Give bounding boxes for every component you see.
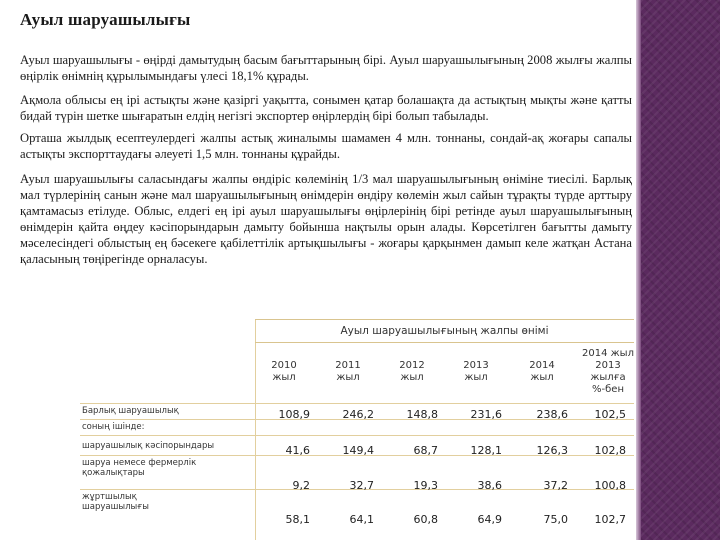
- table-cell: 100,8: [594, 479, 626, 492]
- year-label: 2013 жыл: [463, 360, 489, 383]
- year-label: 2012 жыл: [399, 360, 425, 383]
- table-title: Ауыл шаруашылығының жалпы өнімі: [255, 319, 634, 343]
- agriculture-table: [80, 319, 634, 540]
- table-cell: 102,8: [594, 444, 626, 457]
- year-label: 2011 жыл: [335, 360, 361, 383]
- table-cell: 37,2: [543, 479, 568, 492]
- row-label-households: жұртшылық шаруашылығы: [82, 492, 149, 512]
- table-cell: 231,6: [470, 408, 502, 421]
- year-header-2013: [444, 360, 508, 384]
- table-cell: 102,7: [594, 513, 626, 526]
- paragraph-2: Ақмола облысы ең ірі астықты және қазіргі уақытта, сонымен қатар болашақта да астықтың мықты және қатты бидай түрін шетке шығаратын елдің негізгі экспортер өңірлердің бірі болып табылады.: [20, 93, 632, 123]
- year-header-2012: [380, 360, 444, 384]
- year-header-2014: [510, 360, 574, 384]
- table-cell: 9,2: [292, 479, 310, 492]
- row-label-enterprises: шаруашылық кәсіпорындары: [82, 441, 215, 451]
- table-cell: 75,0: [543, 513, 568, 526]
- table-cell: 41,6: [285, 444, 310, 457]
- table-cell: 128,1: [470, 444, 502, 457]
- year-header-percent: [576, 348, 640, 396]
- page-title: Ауыл шаруашылығы: [20, 10, 191, 29]
- table-cell: 58,1: [285, 513, 310, 526]
- row-label-total: Барлық шаруашылық: [82, 406, 179, 416]
- row-label-farms: шаруа немесе фермерлік қожалықтары: [82, 458, 197, 478]
- year-label: 2010 жыл: [271, 360, 297, 383]
- table-cell: 64,1: [349, 513, 374, 526]
- table-rule: [80, 403, 634, 404]
- table-cell: 126,3: [536, 444, 568, 457]
- table-cell: 38,6: [477, 479, 502, 492]
- year-label: 2014 жыл: [529, 360, 555, 383]
- table-cell: 108,9: [278, 408, 310, 421]
- table-cell: 102,5: [594, 408, 626, 421]
- table-cell: 246,2: [342, 408, 374, 421]
- table-cell: 60,8: [413, 513, 438, 526]
- paragraph-3: Орташа жылдық есептеулердегі жалпы астық жиналымы шамамен 4 млн. тоннаны, сондай-ақ жоғары сапалы астықты экспорттаудағы әлеуеті 1,5 млн. тоннаны құрайды.: [20, 131, 632, 161]
- year-header-2010: [252, 360, 316, 384]
- table-cell: 19,3: [413, 479, 438, 492]
- table-cell: 238,6: [536, 408, 568, 421]
- table-cell: 32,7: [349, 479, 374, 492]
- table-cell: 148,8: [406, 408, 438, 421]
- table-cell: 68,7: [413, 444, 438, 457]
- table-divider: [255, 319, 256, 540]
- row-label-including: соның ішінде:: [82, 422, 145, 432]
- table-cell: 149,4: [342, 444, 374, 457]
- decorative-sidebar: [641, 0, 720, 540]
- paragraph-4: Ауыл шаруашылығы саласындағы жалпы өндіріс көлемінің 1/3 мал шаруашылығының өніміне тиесілі. Барлық мал түрлерінің санын және мал шаруашылығының өнімдерін өндіру көлемін жыл сайын тұрақты түрде арттыру қамтамасыз етілуде. Облыс, елдегі ең ірі ауыл шаруашылығы өңірлерінің бірі ретінде ауыл шаруашылығының өнімдерін қайта өңдеу кәсіпорындарын дамыту бойынша нақтылы орын алады. Көрсетілген бағытты дамыту мәселесіндегі облыстың ең бәсекеге қабілеттілік артықшылығы - жоғары қарқынмен дамып келе жатқан Астана қаласының төңірегінде орналасуы.: [20, 172, 632, 266]
- year-header-2011: [316, 360, 380, 384]
- table-cell: 64,9: [477, 513, 502, 526]
- year-label: 2014 жыл 2013 жылға %-бен: [582, 348, 634, 395]
- paragraph-1: Ауыл шаруашылығы - өңірді дамытудың басым бағыттарының бірі. Ауыл шаруашылығының 2008 жылғы жалпы өңірлік өнімнің құрылымындағы үлесі 18,1% құрады.: [20, 53, 632, 83]
- table-rule: [80, 435, 634, 436]
